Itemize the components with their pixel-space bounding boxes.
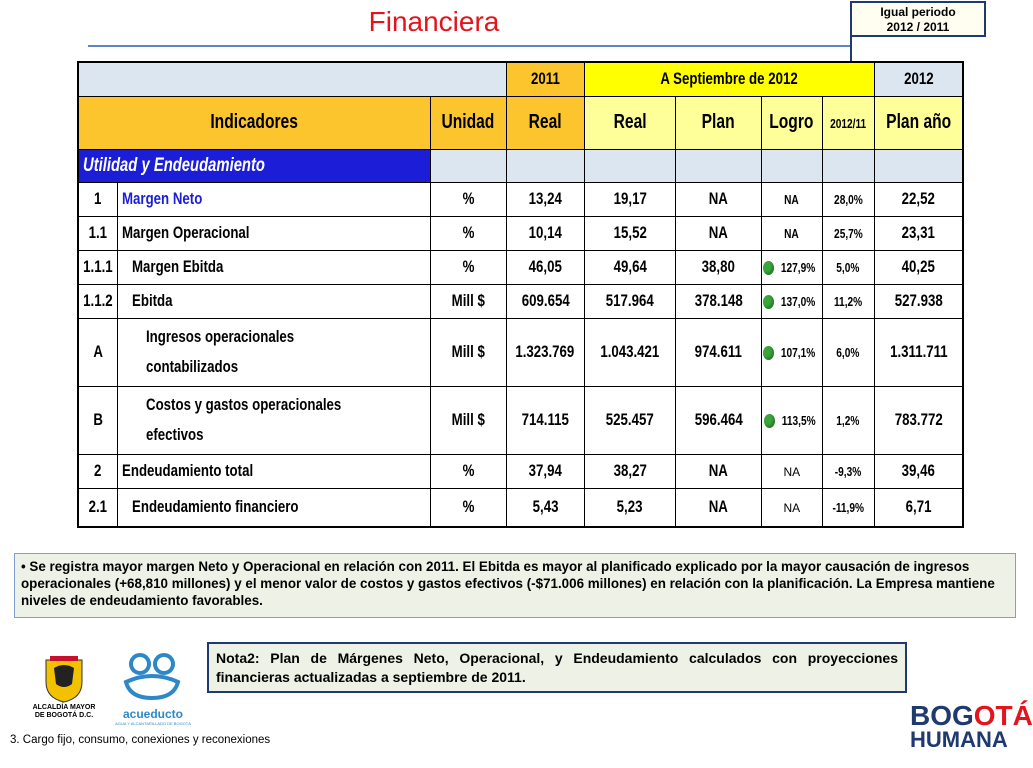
- section-label: Utilidad y Endeudamiento: [78, 149, 430, 182]
- page-title: Financiera: [368, 6, 500, 37]
- row-unit: %: [430, 454, 506, 488]
- header-logro: Logro: [761, 96, 822, 149]
- row-plan: 974.611: [675, 318, 761, 386]
- row-logro: NA: [761, 182, 822, 216]
- title-underline: [88, 45, 850, 47]
- acueducto-text: acueducto: [122, 707, 183, 721]
- row-real-2011: 714.115: [506, 386, 584, 454]
- row-unit: Mill $: [430, 386, 506, 454]
- row-real: 517.964: [584, 284, 675, 318]
- table-row: [78, 250, 963, 284]
- header-real-2011: Real: [506, 96, 584, 149]
- row-real: 15,52: [584, 216, 675, 250]
- row-plan: NA: [675, 216, 761, 250]
- summary-box: • Se registra mayor margen Neto y Operacional en relación con 2011. El Ebitda es mayor al planificado explicado por la mayor causación de ingresos operacionales (+68,810 millones) y el menor valor de costos y gastos efectivos (-$71.006 millones) en relación con la planificación. La Empresa mantiene niveles de endeudamiento favorables.: [14, 553, 1016, 618]
- row-num: 1.1: [78, 216, 117, 250]
- row-plan-anio: 40,25: [874, 250, 963, 284]
- header-ratio: 2012/11: [822, 96, 874, 149]
- bogota-humana-logo: [910, 700, 1033, 752]
- row-real: 49,64: [584, 250, 675, 284]
- row-ratio: 28,0%: [822, 182, 874, 216]
- row-real-2011: 37,94: [506, 454, 584, 488]
- alcaldia-logo: [30, 654, 98, 720]
- humana-text: HUMANA: [910, 727, 1008, 752]
- coat-of-arms-icon: [42, 654, 86, 704]
- row-unit: %: [430, 250, 506, 284]
- row-unit: Mill $: [430, 284, 506, 318]
- row-plan-anio: 23,31: [874, 216, 963, 250]
- row-real: 1.043.421: [584, 318, 675, 386]
- row-name: Endeudamiento financiero: [117, 488, 430, 527]
- row-real-2011: 609.654: [506, 284, 584, 318]
- row-ratio: 11,2%: [822, 284, 874, 318]
- table-row: [78, 284, 963, 318]
- row-name: Costos y gastos operacionales efectivos: [117, 386, 430, 454]
- row-plan-anio: 22,52: [874, 182, 963, 216]
- row-num: 2.1: [78, 488, 117, 527]
- acueducto-logo: [112, 652, 194, 726]
- header-blank-cell: [78, 62, 506, 96]
- row-num: 1.1.1: [78, 250, 117, 284]
- row-real-2011: 1.323.769: [506, 318, 584, 386]
- row-num: A: [78, 318, 117, 386]
- row-name: Ingresos operacionales contabilizados: [117, 318, 430, 386]
- period-note-box: [850, 1, 986, 37]
- row-logro: NA: [761, 216, 822, 250]
- row-logro: 137,0%: [761, 284, 822, 318]
- row-logro: 107,1%: [761, 318, 822, 386]
- row-unit: %: [430, 488, 506, 527]
- row-name: Margen Neto: [117, 182, 430, 216]
- bogota-text: BOGOTÁ: [910, 700, 1033, 731]
- row-real: 38,27: [584, 454, 675, 488]
- header-2012: 2012: [874, 62, 963, 96]
- row-ratio: 6,0%: [822, 318, 874, 386]
- alcaldia-text-1: ALCALDÍA MAYOR: [32, 704, 96, 711]
- row-real: 5,23: [584, 488, 675, 527]
- row-plan: 38,80: [675, 250, 761, 284]
- table-row: [78, 386, 963, 454]
- header-sept-2012: A Septiembre de 2012: [584, 62, 874, 96]
- table-row: [78, 182, 963, 216]
- header-unidad: Unidad: [430, 96, 506, 149]
- header-plan: Plan: [675, 96, 761, 149]
- header-plan-anio: Plan año: [874, 96, 963, 149]
- row-unit: %: [430, 182, 506, 216]
- row-ratio: -9,3%: [822, 454, 874, 488]
- row-name: Endeudamiento total: [117, 454, 430, 488]
- header-2011: 2011: [506, 62, 584, 96]
- row-num: 2: [78, 454, 117, 488]
- row-plan: NA: [675, 182, 761, 216]
- acueducto-subtext: AGUA Y ALCANTARILLADO DE BOGOTÁ: [115, 721, 191, 726]
- row-plan-anio: 39,46: [874, 454, 963, 488]
- row-plan-anio: 6,71: [874, 488, 963, 527]
- row-plan-anio: 527.938: [874, 284, 963, 318]
- table-row: [78, 216, 963, 250]
- row-real: 525.457: [584, 386, 675, 454]
- green-status-icon: [764, 414, 775, 428]
- row-ratio: 5,0%: [822, 250, 874, 284]
- row-name: Margen Operacional: [117, 216, 430, 250]
- row-real-2011: 13,24: [506, 182, 584, 216]
- row-plan: NA: [675, 488, 761, 527]
- period-note-line2: 2012 / 2011: [886, 20, 950, 34]
- row-unit: %: [430, 216, 506, 250]
- financial-indicators-table: [77, 61, 964, 528]
- header-real: Real: [584, 96, 675, 149]
- row-num: B: [78, 386, 117, 454]
- row-ratio: -11,9%: [822, 488, 874, 527]
- frog-icon: [112, 652, 194, 702]
- row-logro: 113,5%: [761, 386, 822, 454]
- green-status-icon: [763, 346, 774, 360]
- row-name: Ebitda: [117, 284, 430, 318]
- alcaldia-text-2: DE BOGOTÁ D.C.: [34, 712, 94, 719]
- row-ratio: 25,7%: [822, 216, 874, 250]
- row-plan-anio: 783.772: [874, 386, 963, 454]
- row-num: 1.1.2: [78, 284, 117, 318]
- row-logro: 127,9%: [761, 250, 822, 284]
- row-plan: NA: [675, 454, 761, 488]
- table-row: [78, 454, 963, 488]
- row-num: 1: [78, 182, 117, 216]
- row-unit: Mill $: [430, 318, 506, 386]
- row-name: Margen Ebitda: [117, 250, 430, 284]
- row-real: 19,17: [584, 182, 675, 216]
- row-real-2011: 46,05: [506, 250, 584, 284]
- footnote: 3. Cargo fijo, consumo, conexiones y reconexiones: [10, 734, 271, 746]
- table-row: [78, 488, 963, 527]
- nota-box: Nota2: Plan de Márgenes Neto, Operacional, y Endeudamiento calculados con proyecciones financieras actualizadas a septiembre de 2011.: [207, 642, 907, 693]
- row-plan: 378.148: [675, 284, 761, 318]
- row-ratio: 1,2%: [822, 386, 874, 454]
- row-logro: NA: [761, 454, 822, 488]
- row-logro: NA: [761, 488, 822, 527]
- green-status-icon: [763, 295, 774, 309]
- row-real-2011: 10,14: [506, 216, 584, 250]
- period-note-line1: Igual periodo: [880, 5, 956, 19]
- header-indicadores: Indicadores: [78, 96, 430, 149]
- table-row: [78, 318, 963, 386]
- green-status-icon: [763, 261, 774, 275]
- row-plan-anio: 1.311.711: [874, 318, 963, 386]
- row-plan: 596.464: [675, 386, 761, 454]
- row-real-2011: 5,43: [506, 488, 584, 527]
